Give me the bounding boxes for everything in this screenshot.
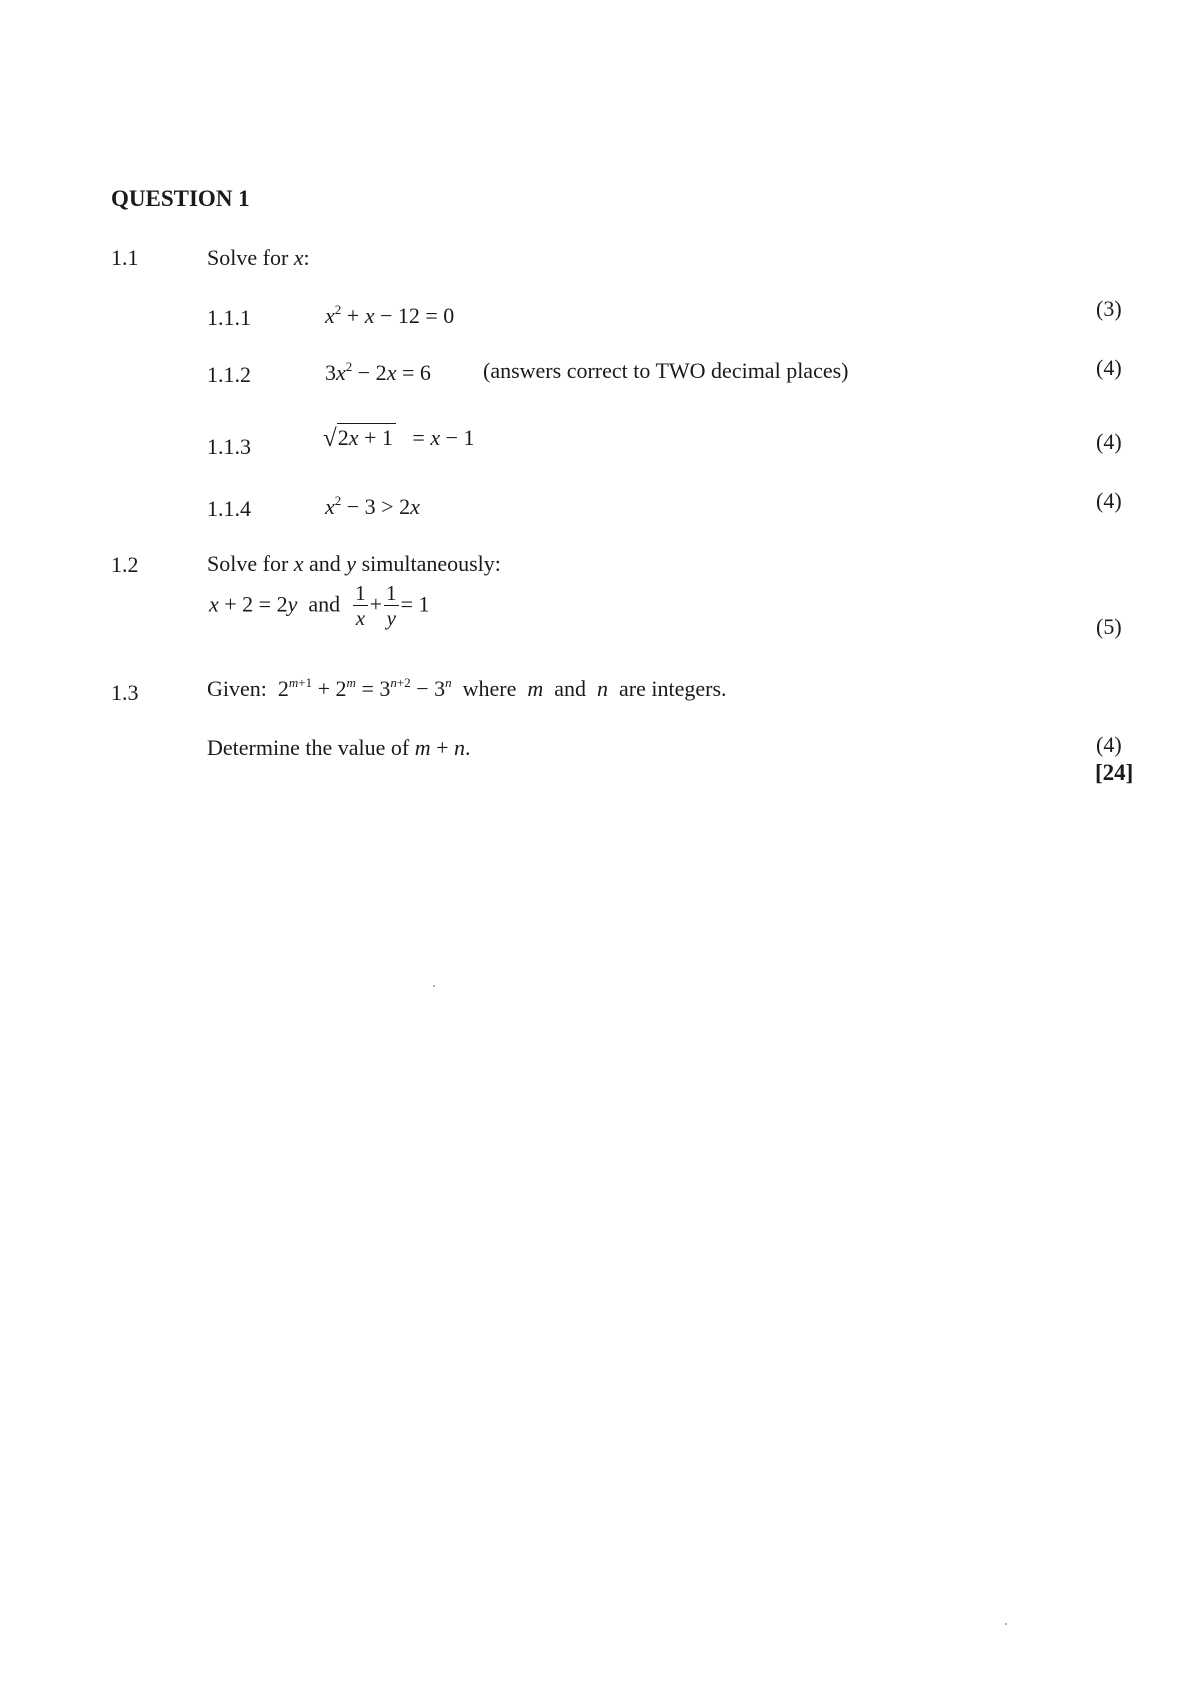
equation-1-2: x + 2 = 2y and $\frac{1}{x}$ + $\frac{1}{y}$ = 1 xyxy=(209,581,430,630)
equation-1-1-4: $x^2 - 3 > 2x$ xyxy=(325,493,420,519)
equation-1-1-3: √2x + 1 = x − 1 xyxy=(323,425,475,452)
question-title: QUESTION 1 xyxy=(111,186,250,211)
question-1-1-instruction: Solve for x: xyxy=(207,245,310,270)
question-number-1-1-1: 1.1.1 xyxy=(207,305,251,330)
question-1-3-given: Given: $2^{m+1} + 2^m = 3^{n+2} - 3^n$ where m and n are integers. xyxy=(207,675,727,701)
question-total: [24] xyxy=(1095,760,1134,785)
mark-1-1-2: (4) xyxy=(1096,355,1122,380)
question-1-2-instruction: Solve for x and y simultaneously: xyxy=(207,551,501,576)
mark-1-1-4: (4) xyxy=(1096,488,1122,513)
mark-1-1-1: (3) xyxy=(1096,296,1122,321)
mark-1-3: (4) xyxy=(1096,732,1122,757)
question-number-1-1: 1.1 xyxy=(111,245,139,270)
scan-speck xyxy=(1005,1623,1007,1625)
equation-1-1-1: $x^2 + x - 12 = 0$ xyxy=(325,302,455,328)
question-number-1-2: 1.2 xyxy=(111,552,139,577)
question-number-1-1-4: 1.1.4 xyxy=(207,496,251,521)
question-number-1-1-3: 1.1.3 xyxy=(207,434,251,459)
question-number-1-3: 1.3 xyxy=(111,680,139,705)
question-number-1-1-2: 1.1.2 xyxy=(207,362,251,387)
question-1-3-instruction: Determine the value of m + n. xyxy=(207,735,471,760)
scan-speck xyxy=(433,985,435,987)
note-1-1-2: (answers correct to TWO decimal places) xyxy=(483,358,849,383)
equation-1-1-2: $3x^2 - 2x = 6$ xyxy=(325,359,431,385)
mark-1-2: (5) xyxy=(1096,614,1122,639)
mark-1-1-3: (4) xyxy=(1096,429,1122,454)
